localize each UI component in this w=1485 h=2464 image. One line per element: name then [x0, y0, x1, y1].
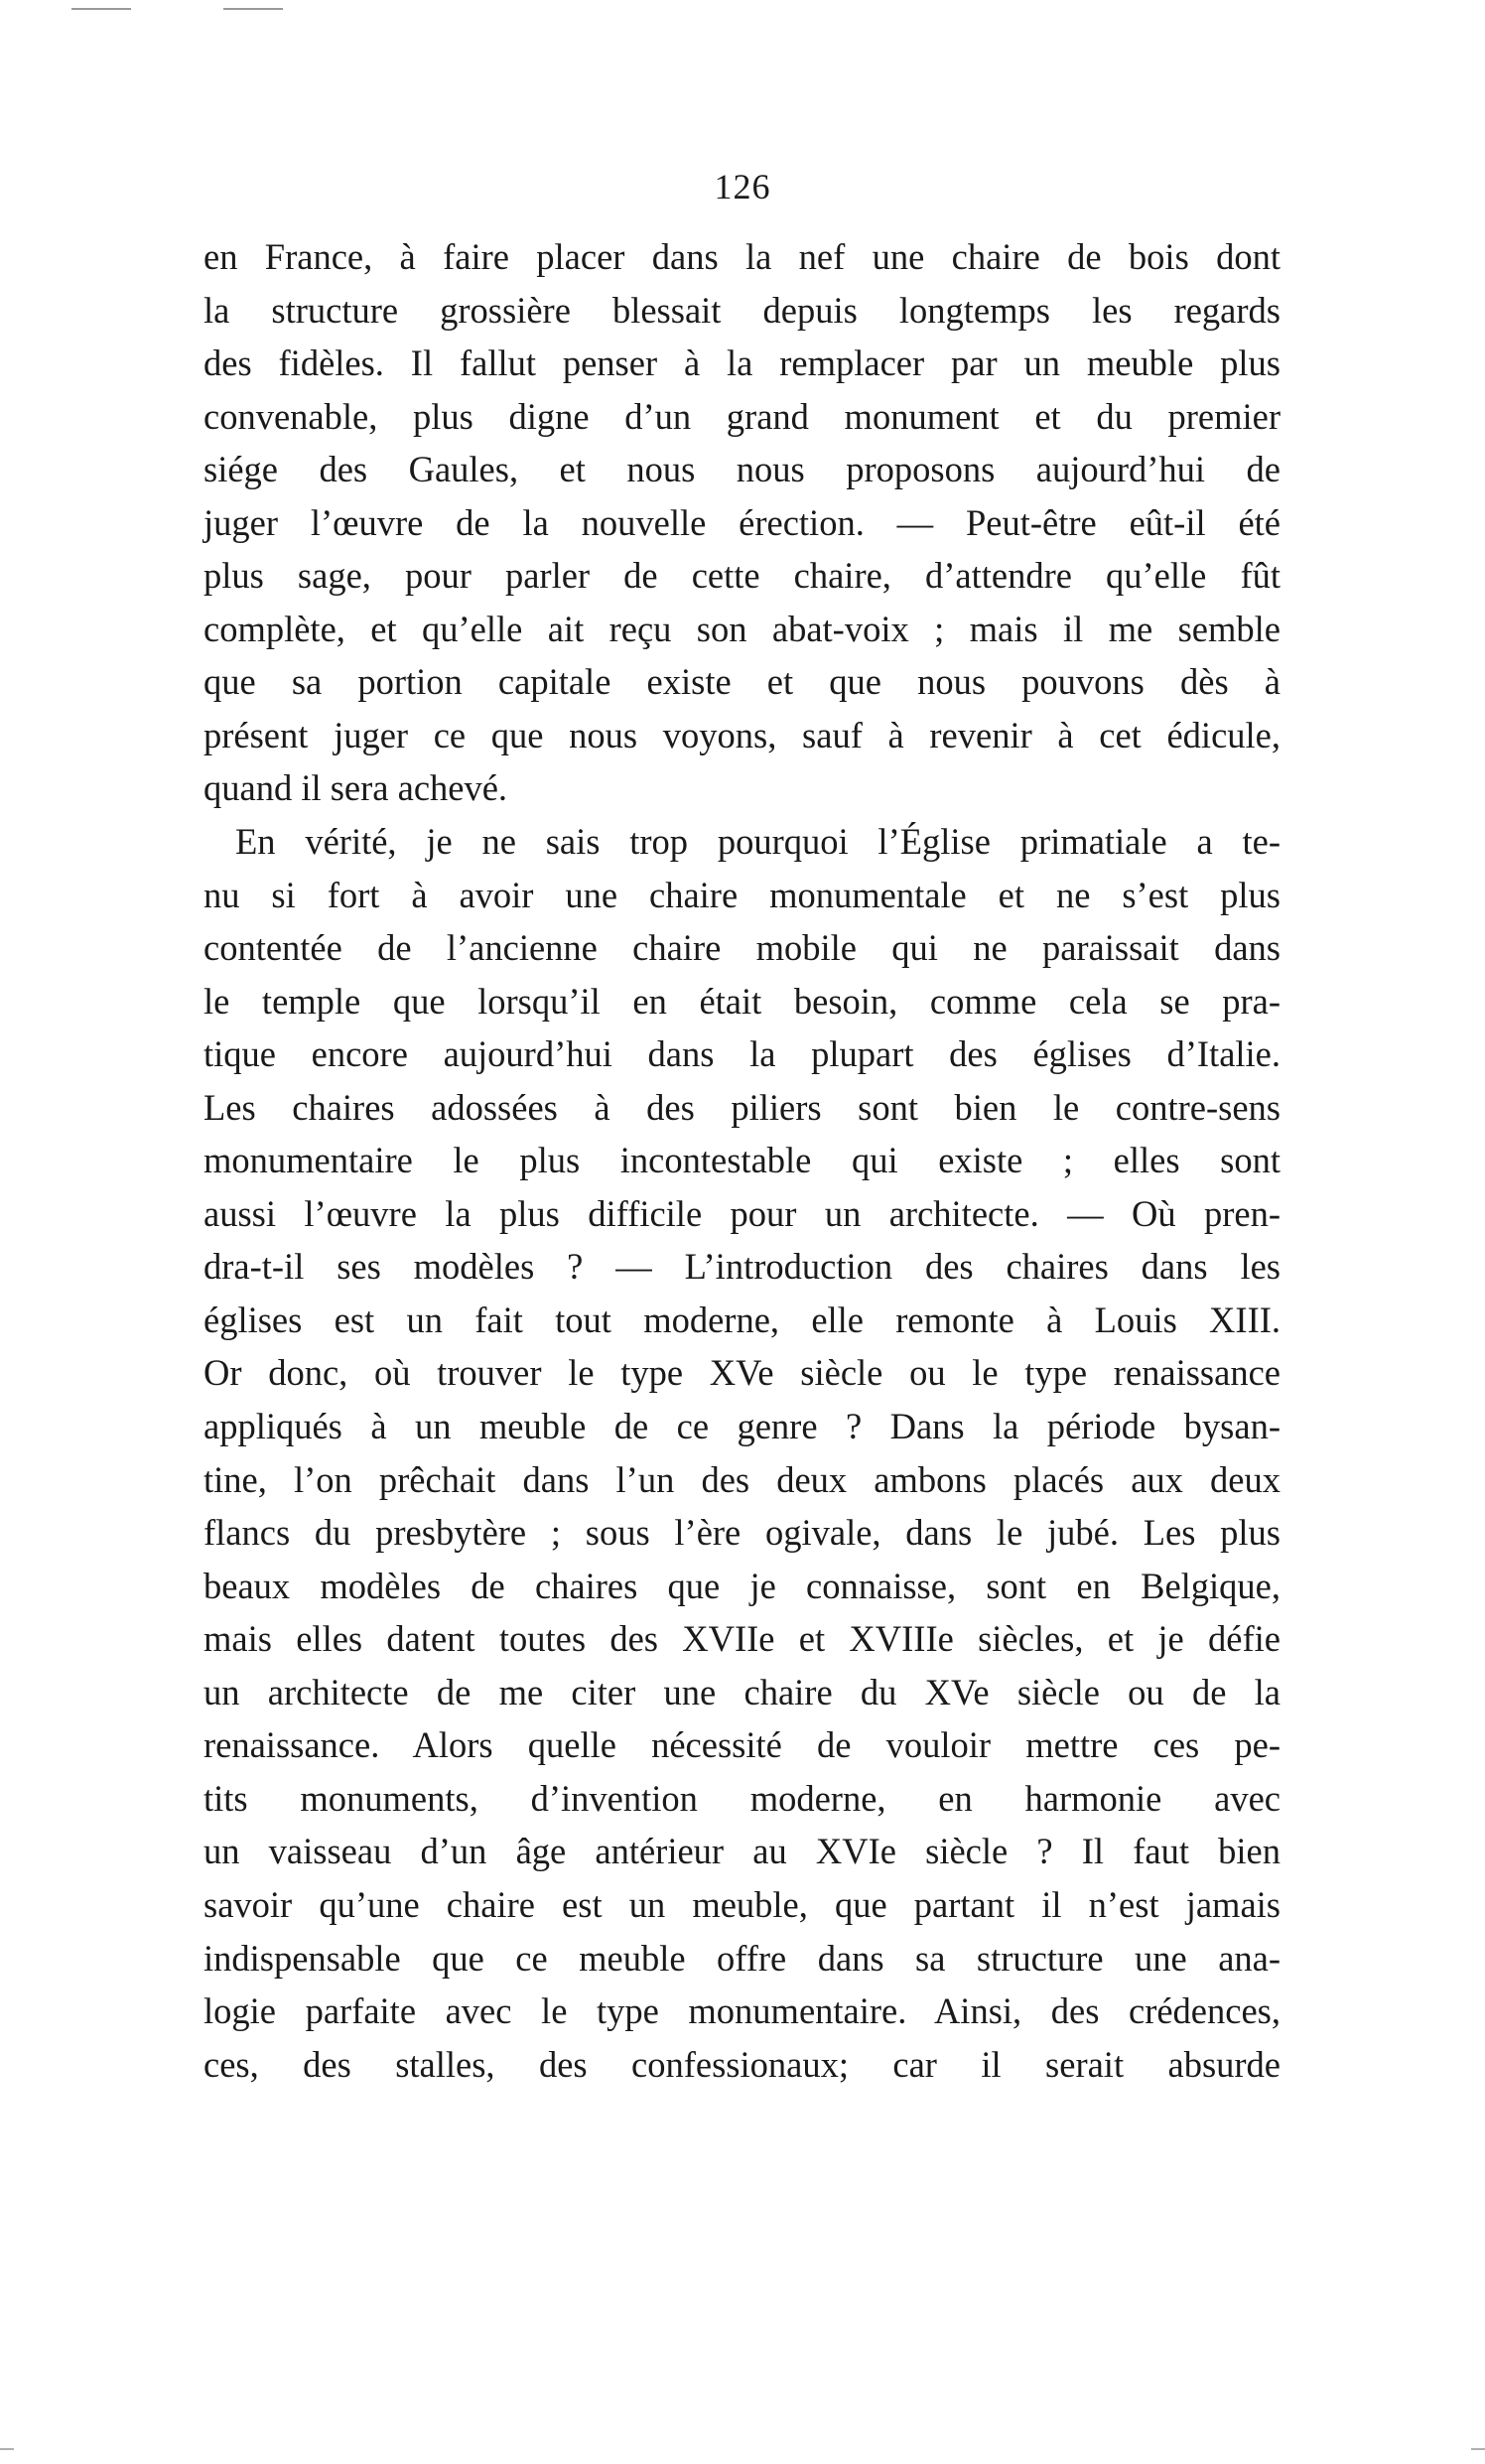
- text-line: siége des Gaules, et nous nous proposons aujourd’hui de: [203, 449, 1281, 490]
- scan-edge-mark: [0, 2448, 14, 2450]
- text-line: aussi l’œuvre la plus difficile pour un architecte. — Où pren-: [203, 1192, 1281, 1234]
- scan-edge-mark: [71, 8, 131, 10]
- text-line: le temple que lorsqu’il en était besoin, comme cela se pra-: [203, 980, 1281, 1022]
- text-line: ces, des stalles, des confessionaux; car il serait absurde: [203, 2043, 1281, 2085]
- text-line: Or donc, où trouver le type XVe siècle ou le type renaissance: [203, 1352, 1281, 1394]
- text-line: des fidèles. Il fallut penser à la remplacer par un meuble plus: [203, 342, 1281, 384]
- scan-edge-mark: [223, 8, 283, 10]
- text-line: logie parfaite avec le type monumentaire. Ainsi, des crédences,: [203, 1990, 1281, 2032]
- text-line: appliqués à un meuble de ce genre ? Dans la période bysan-: [203, 1406, 1281, 1447]
- body-text: [203, 230, 1281, 2091]
- text-line: beaux modèles de chaires que je connaisse, sont en Belgique,: [203, 1565, 1281, 1606]
- text-line: dra-t-il ses modèles ? — L’introduction des chaires dans les: [203, 1246, 1281, 1288]
- text-line: mais elles datent toutes des XVIIe et XVIIIe siècles, et je défie: [203, 1618, 1281, 1660]
- text-line: savoir qu’une chaire est un meuble, que partant il n’est jamais: [203, 1883, 1281, 1925]
- scan-edge-mark: [1471, 2448, 1485, 2450]
- text-line: un vaisseau d’un âge antérieur au XVIe siècle ? Il faut bien: [203, 1831, 1281, 1872]
- text-line: en France, à faire placer dans la nef une chaire de bois dont: [203, 236, 1281, 277]
- page-number: 126: [714, 167, 771, 206]
- text-line: flancs du presbytère ; sous l’ère ogivale, dans le jubé. Les plus: [203, 1512, 1281, 1554]
- text-line: indispensable que ce meuble offre dans sa structure une ana-: [203, 1937, 1281, 1979]
- text-line: que sa portion capitale existe et que nous pouvons dès à: [203, 661, 1281, 703]
- text-line: tits monuments, d’invention moderne, en harmonie avec: [203, 1777, 1281, 1819]
- text-line: présent juger ce que nous voyons, sauf à revenir à cet édicule,: [203, 714, 1281, 755]
- text-line: la structure grossière blessait depuis longtemps les regards: [203, 289, 1281, 331]
- text-line: En vérité, je ne sais trop pourquoi l’Église primatiale a te-: [235, 821, 1281, 863]
- text-line: un architecte de me citer une chaire du XVe siècle ou de la: [203, 1671, 1281, 1712]
- text-line: tique encore aujourd’hui dans la plupart des églises d’Italie.: [203, 1033, 1281, 1075]
- text-line: nu si fort à avoir une chaire monumentale et ne s’est plus: [203, 874, 1281, 915]
- text-line: convenable, plus digne d’un grand monument et du premier: [203, 395, 1281, 437]
- text-line: juger l’œuvre de la nouvelle érection. — Peut-être eût-il été: [203, 501, 1281, 543]
- text-line: monumentaire le plus incontestable qui existe ; elles sont: [203, 1140, 1281, 1181]
- text-line: plus sage, pour parler de cette chaire, d’attendre qu’elle fût: [203, 555, 1281, 597]
- text-line: quand il sera achevé.: [203, 767, 508, 809]
- text-line: Les chaires adossées à des piliers sont bien le contre-sens: [203, 1086, 1281, 1128]
- text-line: tine, l’on prêchait dans l’un des deux ambons placés aux deux: [203, 1458, 1281, 1500]
- text-line: contentée de l’ancienne chaire mobile qui ne paraissait dans: [203, 927, 1281, 969]
- text-line: complète, et qu’elle ait reçu son abat-voix ; mais il me semble: [203, 608, 1281, 649]
- text-line: églises est un fait tout moderne, elle remonte à Louis XIII.: [203, 1299, 1281, 1340]
- text-line: renaissance. Alors quelle nécessité de vouloir mettre ces pe-: [203, 1724, 1281, 1766]
